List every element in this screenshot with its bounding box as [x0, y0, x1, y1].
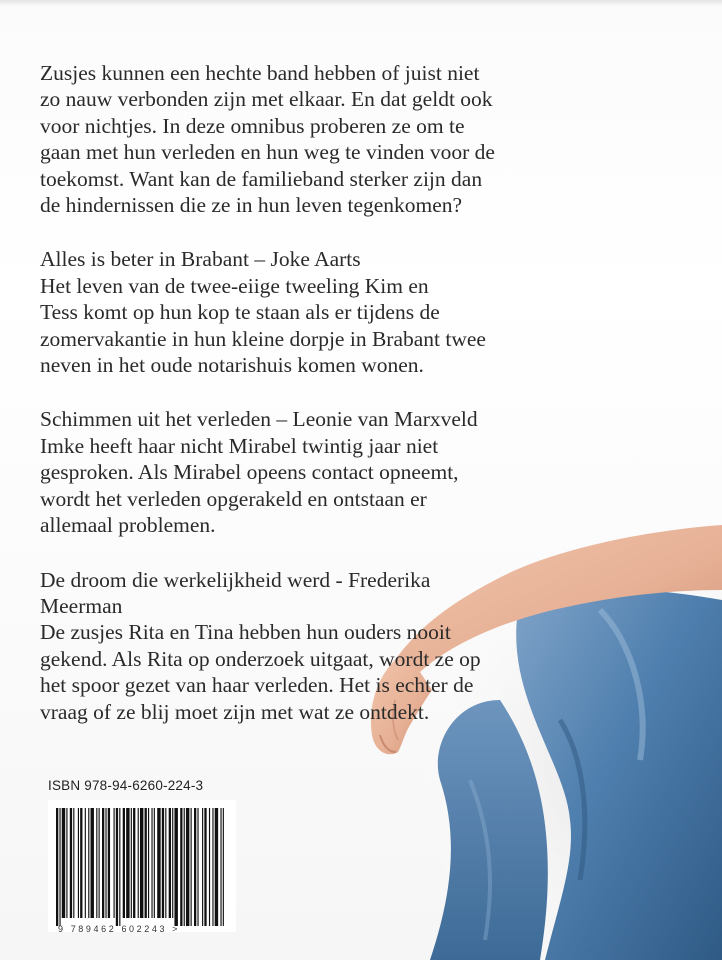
- story-title: Alles is beter in Brabant – Joke Aarts: [40, 247, 361, 272]
- story-line: Tess komt op hun kop te staan als er tijdens de: [40, 300, 440, 325]
- barcode-bar: [186, 808, 189, 926]
- story-2: [40, 406, 680, 538]
- story-line: De zusjes Rita en Tina hebben hun ouders nooit: [40, 620, 451, 645]
- barcode-bar: [209, 808, 210, 926]
- barcode-bar: [62, 808, 65, 918]
- barcode-bar: [102, 808, 104, 918]
- story-line: Imke heeft haar nicht Mirabel twintig jaar niet: [40, 433, 439, 458]
- barcode-bar: [157, 808, 160, 918]
- barcode-bar: [59, 808, 60, 926]
- barcode-bar: [174, 808, 177, 926]
- barcode-bar: [148, 808, 149, 918]
- story-line: het spoor gezet van haar verleden. Het is echter de: [40, 673, 474, 698]
- intro-line: voor nichtjes. In deze omnibus proberen ze om te: [40, 113, 465, 138]
- barcode-bar: [220, 808, 221, 926]
- barcode-bar: [202, 808, 203, 926]
- barcode-bar: [56, 808, 58, 926]
- barcode-bar: [114, 808, 115, 918]
- story-line: gekend. Als Rita op onderzoek uitgaat, wordt ze op: [40, 646, 481, 671]
- barcode-bar: [151, 808, 152, 918]
- story-title-continued: Meerman: [40, 593, 123, 618]
- barcode-bar: [172, 808, 173, 918]
- barcode-bar: [116, 808, 118, 926]
- barcode-bar: [212, 808, 213, 926]
- barcode-bar: [108, 808, 110, 918]
- barcode-bar: [96, 808, 97, 918]
- barcode-bar: [145, 808, 147, 918]
- barcode-bar: [169, 808, 171, 918]
- story-line: vraag of ze blij moet zijn met wat ze ontdekt.: [40, 699, 430, 724]
- story-3: [40, 567, 680, 725]
- barcode-bar: [204, 808, 206, 926]
- intro-line: de hindernissen die ze in hun leven tegenkomen?: [40, 193, 463, 218]
- barcode-bar: [73, 808, 74, 918]
- intro-line: Zusjes kunnen een hechte band hebben of juist niet: [40, 61, 480, 85]
- barcode-bar: [215, 808, 218, 926]
- barcode-bar: [80, 808, 82, 918]
- story-line: neven in het oude notarishuis komen wonen.: [40, 353, 424, 378]
- story-line: Het leven van de twee-eiige tweeling Kim en: [40, 273, 429, 298]
- barcode-bar: [70, 808, 72, 918]
- barcode-bar: [165, 808, 166, 918]
- intro-line: toekomst. Want kan de familieband sterker zijn dan: [40, 166, 483, 191]
- blurb: [40, 60, 680, 753]
- story-line: wordt het verleden opgerakeld en ontstaan er: [40, 486, 427, 511]
- barcode: [48, 800, 236, 932]
- barcode-bar: [154, 808, 155, 918]
- barcode-bar: [123, 808, 125, 918]
- intro-line: gaan met hun verleden en hun weg te vinden voor de: [40, 140, 495, 165]
- barcode-bar: [131, 808, 132, 918]
- barcode-bar: [197, 808, 198, 926]
- intro-line: zo nauw verbonden zijn met elkaar. En dat geldt ook: [40, 87, 493, 112]
- story-line: gesproken. Als Mirabel opeens contact opneemt,: [40, 460, 459, 485]
- barcode-bar: [88, 808, 89, 918]
- barcode-bar: [138, 808, 139, 918]
- barcode-bar: [85, 808, 86, 918]
- barcode-bar: [119, 808, 120, 926]
- barcode-bar: [140, 808, 143, 918]
- barcode-bar: [194, 808, 196, 926]
- barcode-bar: [78, 808, 79, 918]
- isbn-label: ISBN 978-94-6260-224-3: [48, 778, 204, 793]
- story-1: [40, 246, 680, 378]
- barcode-bar: [66, 808, 67, 918]
- barcode-bar: [133, 808, 135, 918]
- barcode-bar: [91, 808, 94, 918]
- barcode-bar: [223, 808, 224, 926]
- barcode-bar: [191, 808, 192, 926]
- story-line: allemaal problemen.: [40, 513, 216, 538]
- barcode-bar: [99, 808, 100, 918]
- barcode-bar: [180, 808, 182, 926]
- story-line: zomervakantie in hun kleine dorpje in Brabant twee: [40, 326, 486, 351]
- intro-paragraph: [40, 60, 680, 218]
- story-title: Schimmen uit het verleden – Leonie van Marxveld: [40, 407, 478, 432]
- barcode-bar: [162, 808, 164, 918]
- barcode-bar: [126, 808, 129, 918]
- barcode-bar: [184, 808, 185, 926]
- barcode-bar: [105, 808, 106, 918]
- barcode-bars: [48, 800, 236, 932]
- story-title: De droom die werkelijkheid werd - Frederika: [40, 567, 431, 592]
- barcode-digits: 9 789462 602243 >: [58, 924, 181, 934]
